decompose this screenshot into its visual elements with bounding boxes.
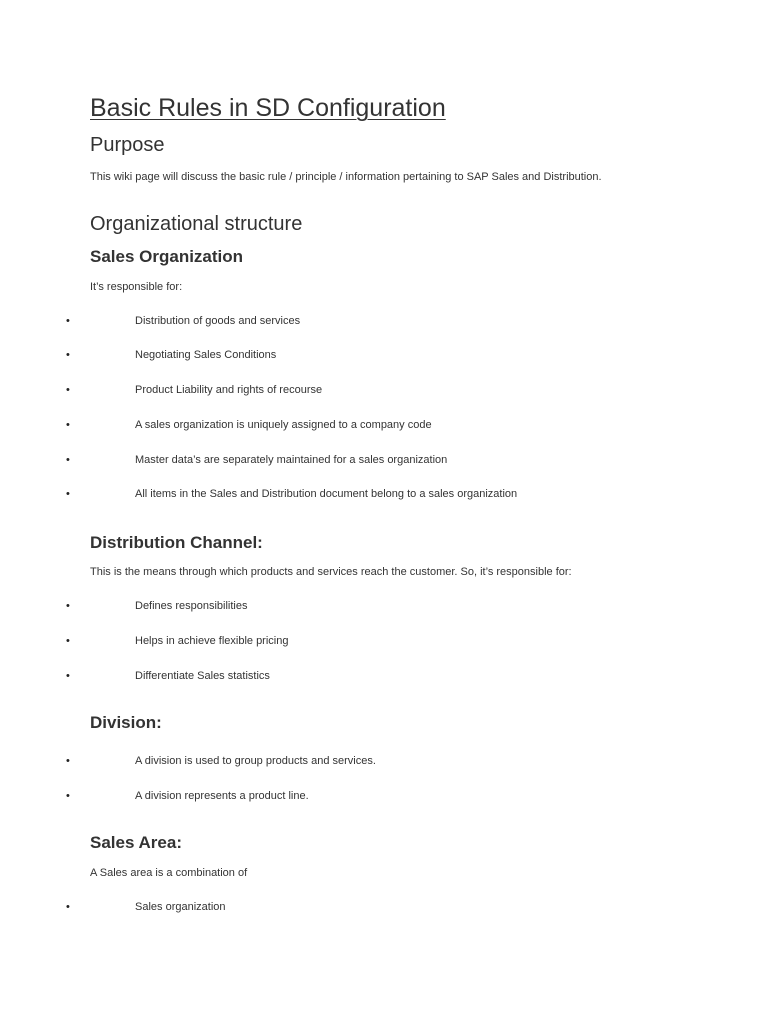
list-item: Distribution of goods and services <box>135 315 301 327</box>
list-item: Master data’s are separately maintained for a sales organization <box>135 454 448 466</box>
list-item: Helps in achieve flexible pricing <box>135 635 289 647</box>
bullet: • <box>66 454 70 466</box>
bullet: • <box>66 901 70 913</box>
list-item: A division represents a product line. <box>135 790 309 802</box>
bullet: • <box>66 755 70 767</box>
organizational-structure-heading: Organizational structure <box>90 213 303 235</box>
bullet: • <box>66 670 70 682</box>
sales-organization-heading: Sales Organization <box>90 247 244 266</box>
bullet: • <box>66 315 70 327</box>
distribution-channel-intro: This is the means through which products and services reach the customer. So, it’s responsible for: <box>90 566 572 578</box>
purpose-text: This wiki page will discuss the basic rule / principle / information pertaining to SAP Sales and Distribution. <box>90 171 602 183</box>
bullet: • <box>66 384 70 396</box>
distribution-channel-heading: Distribution Channel: <box>90 533 263 552</box>
list-item: A sales organization is uniquely assigned to a company code <box>135 419 432 431</box>
bullet: • <box>66 600 70 612</box>
sales-area-intro: A Sales area is a combination of <box>90 867 248 879</box>
list-item: Sales organization <box>135 901 226 913</box>
list-item: All items in the Sales and Distribution document belong to a sales organization <box>135 488 518 500</box>
page-title: Basic Rules in SD Configuration <box>90 94 446 122</box>
bullet: • <box>66 790 70 802</box>
purpose-heading: Purpose <box>90 134 165 156</box>
sales-organization-intro: It’s responsible for: <box>90 281 183 293</box>
list-item: Defines responsibilities <box>135 600 248 612</box>
list-item: A division is used to group products and services. <box>135 755 376 767</box>
bullet: • <box>66 635 70 647</box>
bullet: • <box>66 488 70 500</box>
list-item: Product Liability and rights of recourse <box>135 384 323 396</box>
sales-area-heading: Sales Area: <box>90 833 182 852</box>
division-heading: Division: <box>90 713 162 732</box>
list-item: Negotiating Sales Conditions <box>135 349 277 361</box>
bullet: • <box>66 349 70 361</box>
list-item: Differentiate Sales statistics <box>135 670 270 682</box>
bullet: • <box>66 419 70 431</box>
